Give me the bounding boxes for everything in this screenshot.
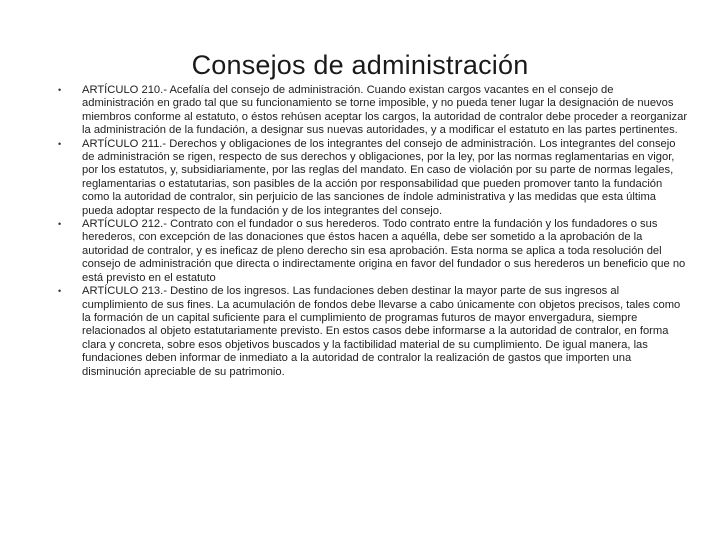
list-item-text: ARTÍCULO 210.- Acefalía del consejo de administración. Cuando existan cargos vacantes en el consejo de administración en grado tal que su funcionamiento se torne imposible, y no pueda tener lugar la designación de nuevos miembros conforme al estatuto, o éstos rehúsen aceptar los cargos, la autoridad de contralor debe proceder a reorganizar la administración de la fundación, a designar sus nuevas autoridades, y a modificar el estatuto en las partes pertinentes. — [82, 84, 688, 137]
list-item-articulo-213 — [58, 285, 688, 379]
slide-title: Consejos de administración — [191, 50, 529, 80]
list-item-text: ARTÍCULO 213.- Destino de los ingresos. Las fundaciones deben destinar la mayor parte de sus ingresos al cumplimiento de sus fines. La acumulación de fondos debe llevarse a cabo únicamente con objetos precisos, tales como la formación de un capital suficiente para el cumplimiento de programas futuros de mayor envergadura, siempre relacionados al objeto estatutariamente previsto. En estos casos debe informarse a la autoridad de contralor, en forma clara y concreta, sobre esos objetivos buscados y la factibilidad material de su cumplimiento. De igual manera, las fundaciones deben informar de inmediato a la autoridad de contralor la realización de gastos que importen una disminución apreciable de su patrimonio. — [82, 285, 681, 378]
list-item-articulo-210 — [58, 84, 688, 138]
bullet-icon: • — [58, 219, 62, 230]
bullet-list — [58, 84, 688, 379]
list-item-articulo-212 — [58, 218, 688, 285]
bullet-icon: • — [58, 286, 62, 297]
list-item-articulo-211 — [58, 138, 688, 218]
list-item-text: ARTÍCULO 211.- Derechos y obligaciones de los integrantes del consejo de administración. Los integrantes del consejo de administración se rigen, respecto de sus derechos y obligaciones, por la ley, por las normas reglamentarias en vigor, por los estatutos, y, subsidiariamente, por las reglas del mandato. En caso de violación por su parte de normas legales, reglamentarias o estatutarias, son pasibles de la acción por responsabilidad que pueden promover tanto la fundación como la autoridad de contralor, sin perjuicio de las sanciones de índole administrativa y las medidas que esta última pueda adoptar respecto de la fundación y de los integrantes del consejo. — [82, 137, 676, 217]
list-item-text: ARTÍCULO 212.- Contrato con el fundador o sus herederos. Todo contrato entre la fundación y los fundadores o sus herederos, con excepción de las donaciones que éstos hacen a aquélla, debe ser sometido a la aprobación de la autoridad de contralor, y es ineficaz de pleno derecho sin esa aprobación. Esta norma se aplica a toda resolución del consejo de administración que directa o indirectamente origina en favor del fundador o sus herederos un beneficio que no está previsto en el estatuto — [82, 218, 686, 284]
bullet-icon: • — [58, 138, 62, 149]
bullet-icon: • — [58, 85, 62, 95]
